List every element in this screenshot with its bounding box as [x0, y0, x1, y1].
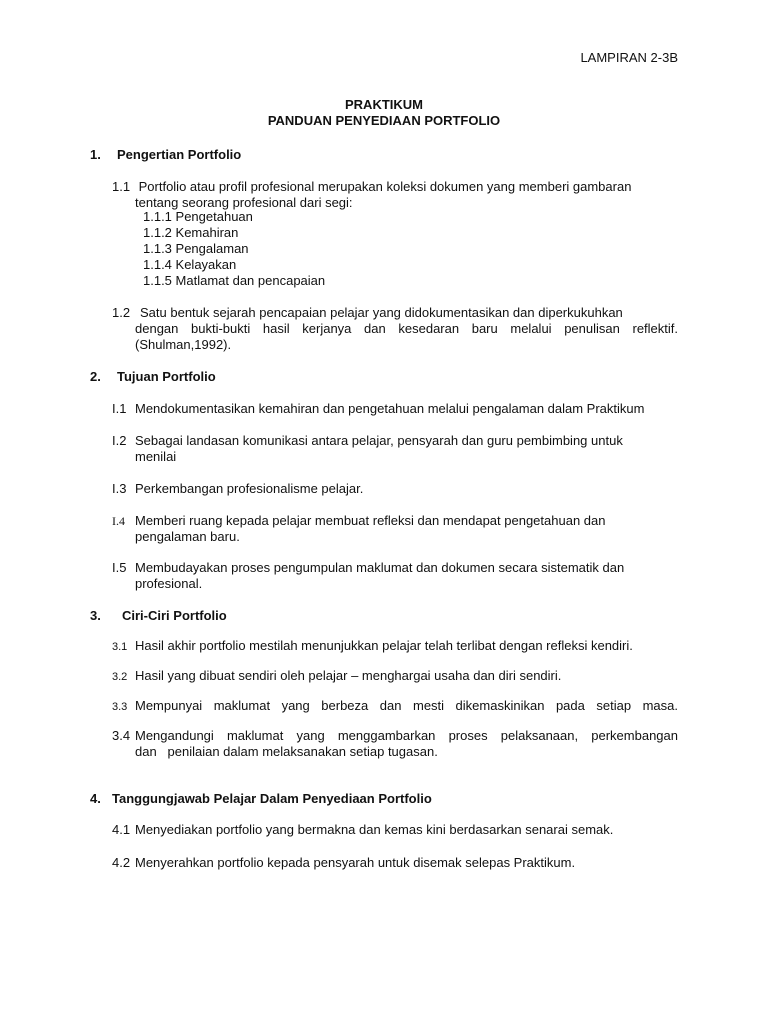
section-3-number: 3. [90, 608, 101, 623]
list-item [112, 513, 678, 545]
item-2-3-line-1: Perkembangan profesionalisme pelajar. [135, 481, 364, 496]
item-2-4-number: I.4 [112, 514, 125, 528]
list-item [112, 822, 678, 838]
item-1-1-line-2: tentang seorang profesional dari segi: [135, 195, 353, 210]
section-2-title: Tujuan Portfolio [117, 369, 216, 384]
item-1-2 [112, 305, 678, 353]
list-item [112, 855, 678, 871]
item-1-2-line-1: Satu bentuk sejarah pencapaian pelajar yang didokumentasikan dan diperkukuhkan [140, 305, 623, 320]
item-1-1-number: 1.1 [112, 179, 131, 194]
section-2-number: 2. [90, 369, 101, 384]
item-4-1-line-1: Menyediakan portfolio yang bermakna dan kemas kini berdasarkan senarai semak. [135, 822, 614, 837]
list-item [112, 560, 678, 592]
item-2-2-number: I.2 [112, 433, 127, 448]
sub-item-1-1-3: 1.1.3 Pengalaman [143, 241, 249, 256]
section-3-heading [90, 608, 227, 623]
list-item [112, 728, 678, 760]
section-3-title: Ciri-Ciri Portfolio [122, 608, 227, 623]
section-1-heading [90, 147, 241, 162]
sub-item-1-1-5: 1.1.5 Matlamat dan pencapaian [143, 273, 326, 288]
list-item [112, 401, 678, 417]
item-4-2-number: 4.2 [112, 855, 131, 870]
item-3-4-line-1: Mengandungi maklumat yang menggambarkan proses pelaksanaan, perkembangan [135, 728, 678, 743]
item-3-4-line-2: dan penilaian dalam melaksanakan setiap tugasan. [135, 744, 438, 759]
item-3-1-line-1: Hasil akhir portfolio mestilah menunjukkan pelajar telah terlibat dengan refleksi kendiri. [135, 638, 633, 653]
item-2-4-line-1: Memberi ruang kepada pelajar membuat refleksi dan mendapat pengetahuan dan [135, 513, 606, 528]
item-2-5-number: I.5 [112, 560, 127, 575]
list-item [112, 433, 678, 465]
item-2-3-number: I.3 [112, 481, 127, 496]
appendix-label: LAMPIRAN 2-3B [580, 50, 678, 65]
item-1-2-number: 1.2 [112, 305, 131, 320]
item-1-2-line-2: dengan bukti-bukti hasil kerjanya dan kesedaran baru melalui penulisan reflektif. [135, 321, 678, 336]
section-2-heading [90, 369, 216, 384]
sub-item-1-1-1: 1.1.1 Pengetahuan [143, 209, 253, 224]
item-1-1-line-1: Portfolio atau profil profesional merupakan koleksi dokumen yang memberi gambaran [135, 179, 632, 194]
list-item [112, 638, 678, 654]
sub-item-1-1-2: 1.1.2 Kemahiran [143, 225, 239, 240]
item-2-4-line-2: pengalaman baru. [135, 529, 240, 544]
section-1-title: Pengertian Portfolio [117, 147, 242, 162]
item-3-2-number: 3.2 [112, 671, 128, 683]
item-3-2-line-1: Hasil yang dibuat sendiri oleh pelajar – menghargai usaha dan diri sendiri. [135, 668, 562, 683]
item-3-3-number: 3.3 [112, 701, 128, 713]
item-3-4-number: 3.4 [112, 728, 131, 743]
item-1-1 [112, 179, 678, 211]
sub-item-1-1-4: 1.1.4 Kelayakan [143, 257, 237, 272]
item-2-2-line-1: Sebagai landasan komunikasi antara pelajar, pensyarah dan guru pembimbing untuk [135, 433, 623, 448]
item-2-5-line-2: profesional. [135, 576, 203, 591]
item-3-3-line-1: Mempunyai maklumat yang berbeza dan mesti dikemaskinikan pada setiap masa. [135, 698, 678, 713]
list-item [112, 698, 678, 714]
item-4-1-number: 4.1 [112, 822, 131, 837]
section-1-number: 1. [90, 147, 101, 162]
section-4-title: Tanggungjawab Pelajar Dalam Penyediaan Portfolio [112, 791, 432, 806]
section-4-number: 4. [90, 791, 101, 806]
item-2-1-number: I.1 [112, 401, 127, 416]
list-item [112, 481, 678, 497]
title-panduan: PANDUAN PENYEDIAAN PORTFOLIO [267, 113, 501, 128]
item-2-5-line-1: Membudayakan proses pengumpulan maklumat dan dokumen secara sistematik dan [135, 560, 625, 575]
item-4-2-line-1: Menyerahkan portfolio kepada pensyarah untuk disemak selepas Praktikum. [135, 855, 576, 870]
list-item [112, 668, 678, 684]
title-praktikum: PRAKTIKUM [345, 97, 423, 112]
item-1-2-line-3: (Shulman,1992). [135, 337, 232, 352]
item-2-1-line-1: Mendokumentasikan kemahiran dan pengetahuan melalui pengalaman dalam Praktikum [135, 401, 645, 416]
section-4-heading [90, 791, 432, 806]
item-2-2-line-2: menilai [135, 449, 177, 464]
item-3-1-number: 3.1 [112, 641, 128, 653]
